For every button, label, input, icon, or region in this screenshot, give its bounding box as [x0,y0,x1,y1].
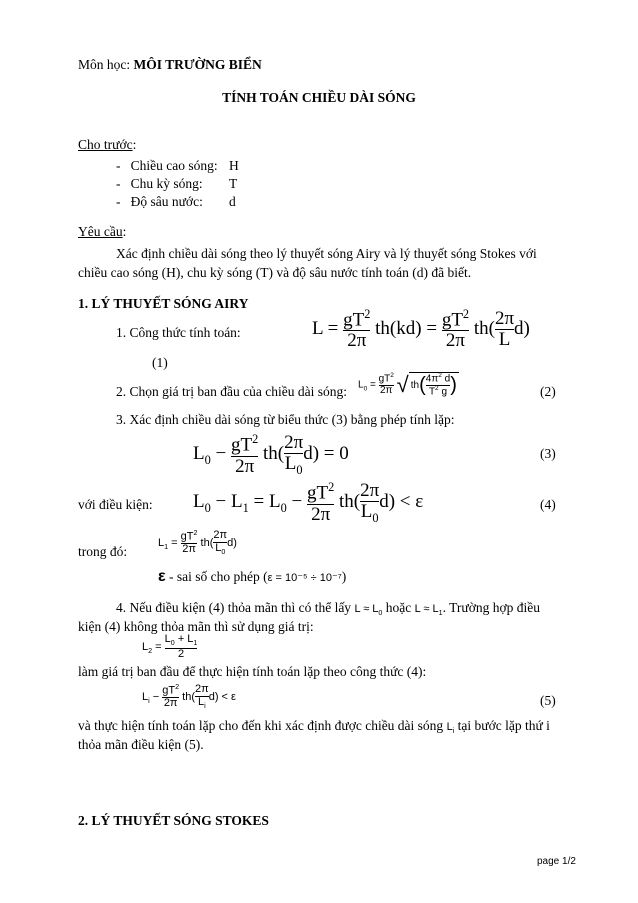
requirement-heading: Yêu cầu: [78,224,127,239]
subject-name: MÔI TRƯỜNG BIỂN [133,57,262,72]
equation-3: $L_0$ − $\frac{gT^2}{2\pi}$ th( $\frac{2\pi}{L_0}$ d) = 0 [193,432,349,477]
step3-label: 3. Xác định chiều dài sóng từ biểu thức (3) bằng phép tính lặp: [116,412,455,427]
given-symbol-d: d [229,194,236,209]
eq1-number: (1) [152,355,168,370]
given-item-depth: - Độ sâu nước: [116,194,203,209]
step4-line1: 4. Nếu điều kiện (4) thỏa mãn thì có thể lấy $L \approx L_0$ hoặc $L \approx L_1$. Trường hợp điều [116,600,540,618]
eq2-number: (2) [540,384,556,399]
subject-prefix: Môn học: [78,57,134,72]
eq5-number: (5) [540,693,556,708]
reuse-line: làm giá trị ban đầu để thực hiện tính toán lặp theo công thức (4): [78,664,427,679]
final-line1: và thực hiện tính toán lặp cho đến khi xác định được chiều dài sóng $L_i$ tại bước lặp thứ i [78,718,550,736]
section1-heading: 1. LÝ THUYẾT SÓNG AIRY [78,296,249,311]
requirement-text-2: chiều cao sóng (H), chu kỳ sóng (T) và độ sâu nước tính toán (d) đã biết. [78,265,472,280]
page-number: page 1/2 [537,856,576,867]
step2-label: 2. Chọn giá trị ban đầu của chiều dài sóng: [116,384,347,399]
equation-l1: $L_1$ = $\frac{gT^2}{2\pi}$ th( $\frac{2\pi}{L_0}$ d) [158,529,237,556]
given-symbol-h: H [229,158,239,173]
given-symbol-t: T [229,176,238,191]
given-item-period: - Chu kỳ sóng: [116,176,203,191]
step1-label: 1. Công thức tính toán: [116,325,241,340]
page-title: TÍNH TOÁN CHIỀU DÀI SÓNG [222,90,416,105]
equation-4: $L_0 - L_1 = L_0$ − $\frac{gT^2}{2\pi}$ th( $\frac{2\pi}{L_0}$ d) < ε [193,480,424,525]
equation-1: L = $\frac{gT^2}{2\pi}$ th(kd) = $\frac{gT^2}{2\pi}$ th( $\frac{2\pi}{L}$ d) [312,307,530,352]
eq4-number: (4) [540,497,556,512]
subject-line [78,57,262,73]
eq3-number: (3) [540,446,556,461]
equation-5: $L_i$ − $\frac{gT^2}{2\pi}$ th( $\frac{2\pi}{L_i}$ d) < ε [142,683,236,710]
section2-heading: 2. LÝ THUYẾT SÓNG STOKES [78,813,269,828]
given-heading: Cho trước: [78,137,137,152]
condition-label: với điều kiện: [78,497,153,512]
step4-line2: kiện (4) không thỏa mãn thì sử dụng giá trị: [78,619,314,634]
requirement-text-1: Xác định chiều dài sóng theo lý thuyết sóng Airy và lý thuyết sóng Stokes với [116,246,537,261]
final-line2: thỏa mãn điều kiện (5). [78,737,204,752]
where-label: trong đó: [78,544,128,559]
given-item-height: - Chiều cao sóng: [116,158,218,173]
equation-2: $L_0$ = $\frac{gT^2}{2\pi}$ √ th( $\frac{4\pi^2 d}{T^2 g}$ ) [358,372,457,398]
equation-l2: $L_2$ = $\frac{L_0 + L_1}{2}$ [142,633,198,660]
epsilon-line: ε - sai số cho phép (ε = 10⁻⁵ ÷ 10⁻⁷) [158,568,347,585]
